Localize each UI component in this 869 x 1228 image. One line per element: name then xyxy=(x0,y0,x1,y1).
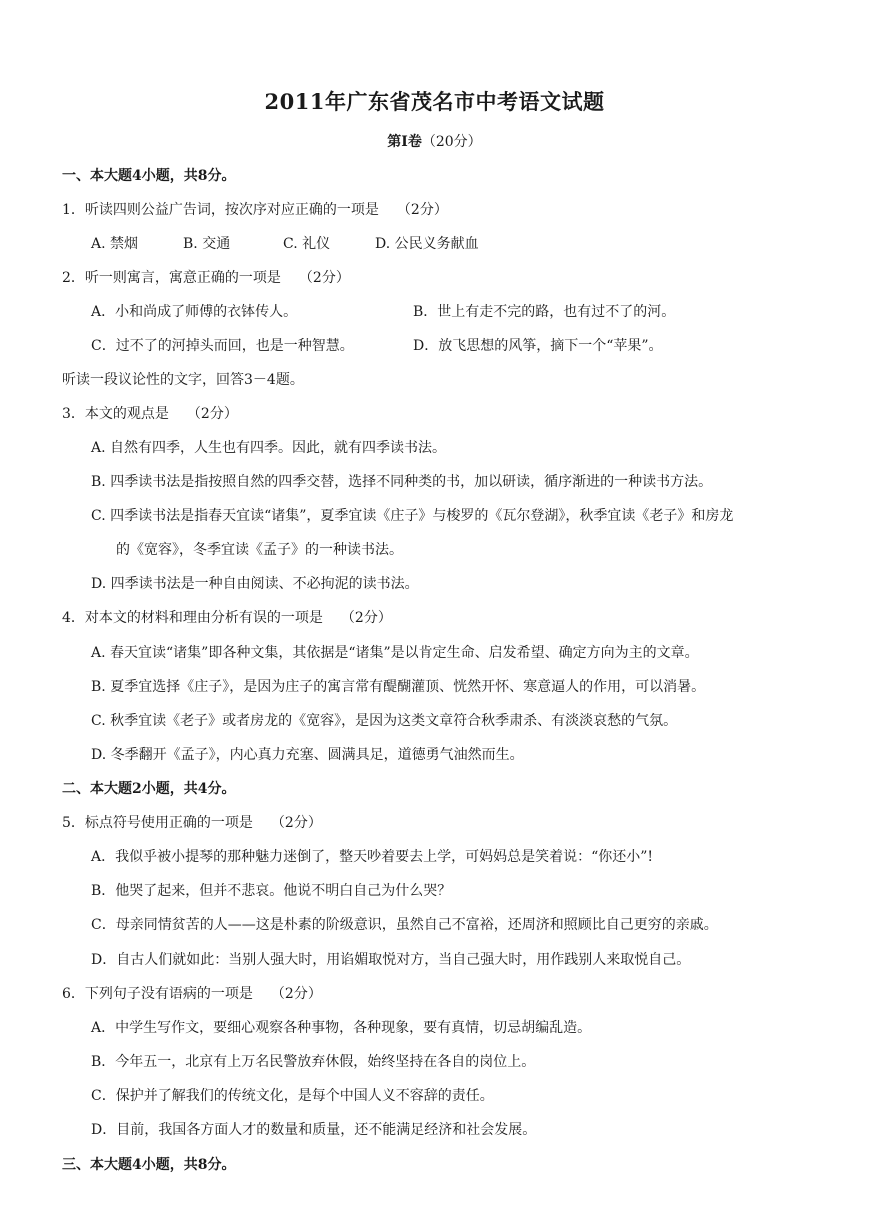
q3-option-b: B. 四季读书法是指按照自然的四季交替，选择不同种类的书，加以研读，循序渐进的一种读书方法。 xyxy=(91,474,713,490)
listening-intro: 听读一段议论性的文字，回答3－4题。 xyxy=(62,372,304,388)
question-stem: 3．本文的观点是 xyxy=(62,406,169,422)
q2-option-c: C．过不了的河掉头而回，也是一种智慧。 xyxy=(91,338,354,354)
question-score: （2分） xyxy=(270,815,322,831)
question-1 xyxy=(62,200,448,220)
q2-option-d: D．放飞思想的风筝，摘下一个“苹果”。 xyxy=(413,338,663,354)
q6-option-d: D．目前，我国各方面人才的数量和质量，还不能满足经济和社会发展。 xyxy=(91,1122,537,1138)
question-stem: 4．对本文的材料和理由分析有误的一项是 xyxy=(62,610,323,626)
q5-option-c: C．母亲同情贫苦的人——这是朴素的阶级意识，虽然自己不富裕，还周济和照顾比自己更穷的亲戚。 xyxy=(91,917,718,933)
question-stem: 6．下列句子没有语病的一项是 xyxy=(62,986,253,1002)
question-5 xyxy=(62,813,322,833)
question-score: （2分） xyxy=(396,202,448,218)
question-stem: 5．标点符号使用正确的一项是 xyxy=(62,815,253,831)
q1-option-d: D. 公民义务献血 xyxy=(375,236,479,252)
q4-option-b: B. 夏季宜选择《庄子》，是因为庄子的寓言常有醍醐灌顶、恍然开怀、寒意逼人的作用，可以消暑。 xyxy=(91,679,706,695)
q5-option-a: A．我似乎被小提琴的那种魅力迷倒了，整天吵着要去上学，可妈妈总是笑着说：“你还小”! xyxy=(91,849,654,865)
q6-option-c: C．保护并了解我们的传统文化，是每个中国人义不容辞的责任。 xyxy=(91,1088,494,1104)
q4-option-d: D. 冬季翻开《孟子》，内心真力充塞、圆满具足，道德勇气油然而生。 xyxy=(91,747,524,763)
section-heading-2: 二、本大题2小题，共4分。 xyxy=(62,781,236,797)
q3-option-a: A. 自然有四季，人生也有四季。因此，就有四季读书法。 xyxy=(91,440,447,456)
q6-option-a: A．中学生写作文，要细心观察各种事物，各种现象，要有真情，切忌胡编乱造。 xyxy=(91,1020,592,1036)
q3-option-c-line1: C. 四季读书法是指春天宜读“诸集”，夏季宜读《庄子》与梭罗的《瓦尔登湖》，秋季宜读《老子》和房龙 xyxy=(91,508,734,524)
q2-option-b: B．世上有走不完的路，也有过不了的河。 xyxy=(413,304,676,320)
q4-option-c: C. 秋季宜读《老子》或者房龙的《宽容》，是因为这类文章符合秋季肃杀、有淡淡哀愁的气氛。 xyxy=(91,713,678,729)
page-title: 2011年广东省茂名市中考语文试题 xyxy=(264,89,605,114)
q1-option-b: B. 交通 xyxy=(183,236,231,252)
question-6 xyxy=(62,984,322,1004)
q1-option-a: A. 禁烟 xyxy=(91,236,139,252)
paper-score: （20分） xyxy=(421,134,482,150)
q5-option-b: B．他哭了起来，但并不悲哀。他说不明白自己为什么哭？ xyxy=(91,883,452,899)
q5-option-d: D．自古人们就如此：当别人强大时，用谄媚取悦对方，当自己强大时，用作践别人来取悦自己。 xyxy=(91,952,691,968)
q4-option-a: A. 春天宜读“诸集”即各种文集，其依据是“诸集”是以肯定生命、启发希望、确定方向为主的文章。 xyxy=(91,645,699,661)
question-2 xyxy=(62,268,350,288)
q6-option-b: B．今年五一，北京有上万名民警放弃休假，始终坚持在各自的岗位上。 xyxy=(91,1054,536,1070)
question-score: （2分） xyxy=(298,270,350,286)
question-score: （2分） xyxy=(270,986,322,1002)
paper-subtitle xyxy=(0,131,869,151)
question-3 xyxy=(62,404,238,424)
question-stem: 1．听读四则公益广告词，按次序对应正确的一项是 xyxy=(62,202,379,218)
q2-option-a: A．小和尚成了师傅的衣钵传人。 xyxy=(91,304,298,320)
q3-option-c-line2: 的《宽容》，冬季宜读《孟子》的一种读书法。 xyxy=(116,542,403,558)
question-stem: 2．听一则寓言，寓意正确的一项是 xyxy=(62,270,281,286)
q1-option-c: C. 礼仪 xyxy=(283,236,331,252)
section-heading-3: 三、本大题4小题，共8分。 xyxy=(62,1157,236,1173)
section-heading-1: 一、本大题4小题，共8分。 xyxy=(62,168,236,184)
question-score: （2分） xyxy=(340,610,392,626)
question-score: （2分） xyxy=(186,406,238,422)
q3-option-d: D. 四季读书法是一种自由阅读、不必拘泥的读书法。 xyxy=(91,576,419,592)
paper-volume: 第Ⅰ卷 xyxy=(387,134,422,150)
question-4 xyxy=(62,608,392,628)
